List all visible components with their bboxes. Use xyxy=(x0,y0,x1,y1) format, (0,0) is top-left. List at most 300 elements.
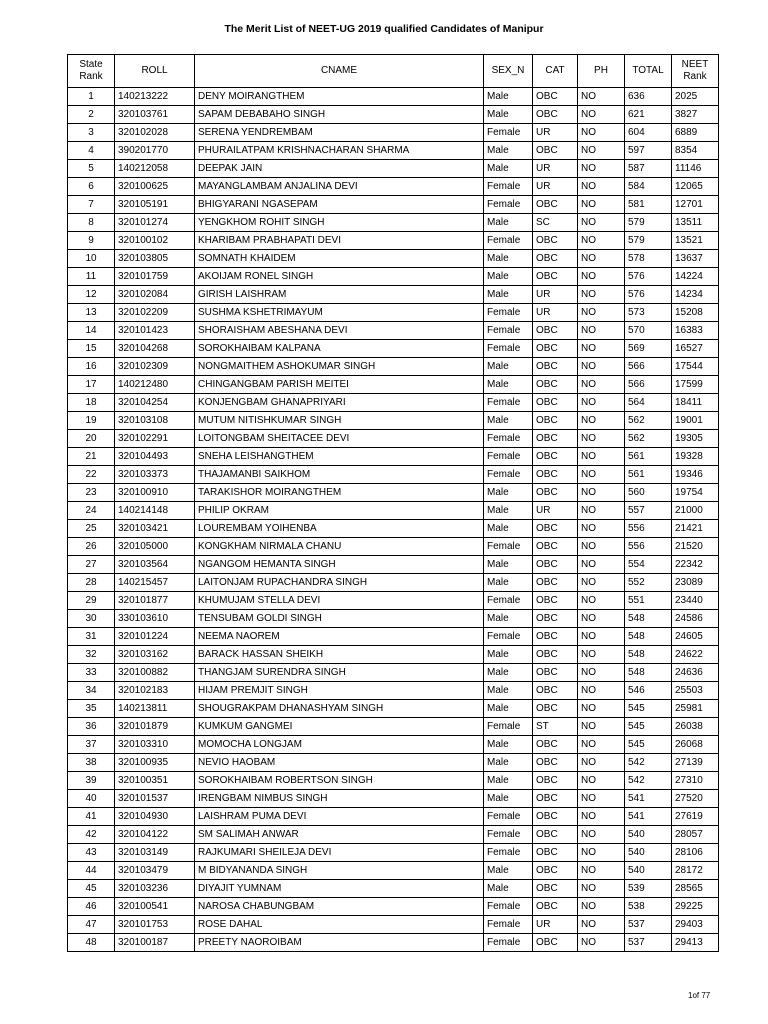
ph-cell: NO xyxy=(578,268,625,286)
roll-cell: 320101877 xyxy=(115,592,195,610)
neet-rank-cell: 26068 xyxy=(672,736,719,754)
cname-cell: KONJENGBAM GHANAPRIYARI xyxy=(195,394,484,412)
sex-cell: Male xyxy=(484,268,533,286)
ph-cell: NO xyxy=(578,664,625,682)
cat-cell: OBC xyxy=(533,484,578,502)
cat-cell: OBC xyxy=(533,610,578,628)
roll-cell: 320101753 xyxy=(115,916,195,934)
ph-cell: NO xyxy=(578,574,625,592)
sex-cell: Female xyxy=(484,844,533,862)
sex-cell: Male xyxy=(484,214,533,232)
ph-cell: NO xyxy=(578,592,625,610)
ph-cell: NO xyxy=(578,718,625,736)
neet-rank-cell: 21520 xyxy=(672,538,719,556)
ph-cell: NO xyxy=(578,682,625,700)
cat-cell: OBC xyxy=(533,682,578,700)
state-rank-cell: 7 xyxy=(68,196,115,214)
cat-cell: OBC xyxy=(533,754,578,772)
cat-cell: OBC xyxy=(533,664,578,682)
table-row xyxy=(68,880,719,898)
state-rank-cell: 5 xyxy=(68,160,115,178)
total-cell: 556 xyxy=(625,538,672,556)
state-rank-cell: 23 xyxy=(68,484,115,502)
cat-cell: OBC xyxy=(533,844,578,862)
sex-cell: Male xyxy=(484,574,533,592)
sex-cell: Female xyxy=(484,340,533,358)
table-header-row xyxy=(68,55,719,88)
table-row xyxy=(68,934,719,952)
ph-cell: NO xyxy=(578,448,625,466)
cat-cell: OBC xyxy=(533,556,578,574)
state-rank-cell: 27 xyxy=(68,556,115,574)
col-header-ph: PH xyxy=(578,55,625,88)
cat-cell: OBC xyxy=(533,934,578,952)
sex-cell: Female xyxy=(484,826,533,844)
cname-cell: NEVIO HAOBAM xyxy=(195,754,484,772)
total-cell: 579 xyxy=(625,214,672,232)
table-row xyxy=(68,628,719,646)
cat-cell: OBC xyxy=(533,412,578,430)
roll-cell: 320104493 xyxy=(115,448,195,466)
cat-cell: OBC xyxy=(533,880,578,898)
neet-rank-cell: 25981 xyxy=(672,700,719,718)
cat-cell: OBC xyxy=(533,232,578,250)
roll-cell: 320103421 xyxy=(115,520,195,538)
state-rank-cell: 12 xyxy=(68,286,115,304)
table-row xyxy=(68,646,719,664)
state-rank-cell: 40 xyxy=(68,790,115,808)
total-cell: 576 xyxy=(625,268,672,286)
total-cell: 561 xyxy=(625,466,672,484)
cname-cell: KHARIBAM PRABHAPATI DEVI xyxy=(195,232,484,250)
roll-cell: 320103310 xyxy=(115,736,195,754)
cname-cell: KUMKUM GANGMEI xyxy=(195,718,484,736)
sex-cell: Male xyxy=(484,376,533,394)
total-cell: 540 xyxy=(625,844,672,862)
col-header-state-rank: State Rank xyxy=(68,55,115,88)
table-row xyxy=(68,142,719,160)
state-rank-cell: 25 xyxy=(68,520,115,538)
sex-cell: Male xyxy=(484,700,533,718)
state-rank-cell: 15 xyxy=(68,340,115,358)
neet-rank-cell: 28106 xyxy=(672,844,719,862)
neet-rank-cell: 13521 xyxy=(672,232,719,250)
neet-rank-cell: 12701 xyxy=(672,196,719,214)
total-cell: 570 xyxy=(625,322,672,340)
sex-cell: Male xyxy=(484,736,533,754)
state-rank-cell: 46 xyxy=(68,898,115,916)
total-cell: 545 xyxy=(625,736,672,754)
cname-cell: IRENGBAM NIMBUS SINGH xyxy=(195,790,484,808)
cname-cell: DEEPAK JAIN xyxy=(195,160,484,178)
cat-cell: OBC xyxy=(533,898,578,916)
roll-cell: 320103108 xyxy=(115,412,195,430)
table-row xyxy=(68,250,719,268)
neet-rank-cell: 19754 xyxy=(672,484,719,502)
state-rank-cell: 29 xyxy=(68,592,115,610)
sex-cell: Female xyxy=(484,124,533,142)
ph-cell: NO xyxy=(578,214,625,232)
state-rank-cell: 34 xyxy=(68,682,115,700)
sex-cell: Female xyxy=(484,196,533,214)
cname-cell: M BIDYANANDA SINGH xyxy=(195,862,484,880)
cname-cell: RAJKUMARI SHEILEJA DEVI xyxy=(195,844,484,862)
cname-cell: THANGJAM SURENDRA SINGH xyxy=(195,664,484,682)
cat-cell: UR xyxy=(533,178,578,196)
roll-cell: 320105191 xyxy=(115,196,195,214)
cat-cell: UR xyxy=(533,286,578,304)
neet-rank-cell: 16527 xyxy=(672,340,719,358)
total-cell: 548 xyxy=(625,646,672,664)
roll-cell: 320103564 xyxy=(115,556,195,574)
sex-cell: Female xyxy=(484,178,533,196)
neet-rank-cell: 19328 xyxy=(672,448,719,466)
cname-cell: CHINGANGBAM PARISH MEITEI xyxy=(195,376,484,394)
roll-cell: 140214148 xyxy=(115,502,195,520)
roll-cell: 320101537 xyxy=(115,790,195,808)
sex-cell: Female xyxy=(484,394,533,412)
roll-cell: 320100625 xyxy=(115,178,195,196)
sex-cell: Male xyxy=(484,484,533,502)
neet-rank-cell: 28565 xyxy=(672,880,719,898)
roll-cell: 320101879 xyxy=(115,718,195,736)
state-rank-cell: 13 xyxy=(68,304,115,322)
roll-cell: 320103162 xyxy=(115,646,195,664)
cat-cell: UR xyxy=(533,502,578,520)
ph-cell: NO xyxy=(578,538,625,556)
merit-list-table xyxy=(67,54,719,952)
roll-cell: 320102291 xyxy=(115,430,195,448)
roll-cell: 140212058 xyxy=(115,160,195,178)
neet-rank-cell: 14234 xyxy=(672,286,719,304)
total-cell: 604 xyxy=(625,124,672,142)
state-rank-cell: 33 xyxy=(68,664,115,682)
ph-cell: NO xyxy=(578,700,625,718)
total-cell: 538 xyxy=(625,898,672,916)
sex-cell: Male xyxy=(484,772,533,790)
cname-cell: PHURAILATPAM KRISHNACHARAN SHARMA xyxy=(195,142,484,160)
roll-cell: 320100102 xyxy=(115,232,195,250)
page-title: The Merit List of NEET-UG 2019 qualified Candidates of Manipur xyxy=(224,23,544,35)
roll-cell: 320104254 xyxy=(115,394,195,412)
page-number: 1of 77 xyxy=(688,991,711,1000)
total-cell: 621 xyxy=(625,106,672,124)
total-cell: 546 xyxy=(625,682,672,700)
cname-cell: THAJAMANBI SAIKHOM xyxy=(195,466,484,484)
state-rank-cell: 44 xyxy=(68,862,115,880)
table-row xyxy=(68,304,719,322)
total-cell: 564 xyxy=(625,394,672,412)
roll-cell: 320100351 xyxy=(115,772,195,790)
state-rank-cell: 31 xyxy=(68,628,115,646)
ph-cell: NO xyxy=(578,88,625,106)
ph-cell: NO xyxy=(578,430,625,448)
cname-cell: SNEHA LEISHANGTHEM xyxy=(195,448,484,466)
table-row xyxy=(68,808,719,826)
cat-cell: OBC xyxy=(533,628,578,646)
sex-cell: Female xyxy=(484,898,533,916)
cat-cell: OBC xyxy=(533,430,578,448)
cname-cell: SUSHMA KSHETRIMAYUM xyxy=(195,304,484,322)
state-rank-cell: 28 xyxy=(68,574,115,592)
ph-cell: NO xyxy=(578,358,625,376)
col-header-roll: ROLL xyxy=(115,55,195,88)
cat-cell: OBC xyxy=(533,826,578,844)
state-rank-cell: 39 xyxy=(68,772,115,790)
neet-rank-cell: 21421 xyxy=(672,520,719,538)
table-row xyxy=(68,484,719,502)
state-rank-cell: 16 xyxy=(68,358,115,376)
state-rank-cell: 26 xyxy=(68,538,115,556)
roll-cell: 320100935 xyxy=(115,754,195,772)
sex-cell: Female xyxy=(484,592,533,610)
ph-cell: NO xyxy=(578,286,625,304)
total-cell: 560 xyxy=(625,484,672,502)
roll-cell: 320104930 xyxy=(115,808,195,826)
table-row xyxy=(68,502,719,520)
table-row xyxy=(68,160,719,178)
roll-cell: 390201770 xyxy=(115,142,195,160)
table-row xyxy=(68,214,719,232)
ph-cell: NO xyxy=(578,808,625,826)
roll-cell: 320101224 xyxy=(115,628,195,646)
roll-cell: 320104268 xyxy=(115,340,195,358)
neet-rank-cell: 15208 xyxy=(672,304,719,322)
table-row xyxy=(68,520,719,538)
total-cell: 557 xyxy=(625,502,672,520)
state-rank-cell: 45 xyxy=(68,880,115,898)
state-rank-cell: 14 xyxy=(68,322,115,340)
total-cell: 597 xyxy=(625,142,672,160)
sex-cell: Male xyxy=(484,664,533,682)
sex-cell: Male xyxy=(484,106,533,124)
neet-rank-cell: 27310 xyxy=(672,772,719,790)
state-rank-cell: 22 xyxy=(68,466,115,484)
cname-cell: SERENA YENDREMBAM xyxy=(195,124,484,142)
state-rank-cell: 37 xyxy=(68,736,115,754)
cname-cell: PHILIP OKRAM xyxy=(195,502,484,520)
table-row xyxy=(68,268,719,286)
table-row xyxy=(68,376,719,394)
neet-rank-cell: 24636 xyxy=(672,664,719,682)
roll-cell: 320103761 xyxy=(115,106,195,124)
neet-rank-cell: 13511 xyxy=(672,214,719,232)
total-cell: 542 xyxy=(625,754,672,772)
table-row xyxy=(68,106,719,124)
state-rank-cell: 10 xyxy=(68,250,115,268)
ph-cell: NO xyxy=(578,628,625,646)
neet-rank-cell: 19001 xyxy=(672,412,719,430)
table-row xyxy=(68,232,719,250)
roll-cell: 140213811 xyxy=(115,700,195,718)
cat-cell: OBC xyxy=(533,196,578,214)
roll-cell: 320102309 xyxy=(115,358,195,376)
cname-cell: AKOIJAM RONEL SINGH xyxy=(195,268,484,286)
cname-cell: LAISHRAM PUMA DEVI xyxy=(195,808,484,826)
sex-cell: Male xyxy=(484,142,533,160)
cat-cell: OBC xyxy=(533,358,578,376)
cname-cell: SOMNATH KHAIDEM xyxy=(195,250,484,268)
cat-cell: OBC xyxy=(533,520,578,538)
neet-rank-cell: 26038 xyxy=(672,718,719,736)
ph-cell: NO xyxy=(578,844,625,862)
total-cell: 539 xyxy=(625,880,672,898)
cname-cell: GIRISH LAISHRAM xyxy=(195,286,484,304)
neet-rank-cell: 8354 xyxy=(672,142,719,160)
state-rank-cell: 36 xyxy=(68,718,115,736)
cat-cell: UR xyxy=(533,124,578,142)
neet-rank-cell: 2025 xyxy=(672,88,719,106)
total-cell: 545 xyxy=(625,700,672,718)
sex-cell: Female xyxy=(484,448,533,466)
table-row xyxy=(68,124,719,142)
total-cell: 576 xyxy=(625,286,672,304)
ph-cell: NO xyxy=(578,304,625,322)
ph-cell: NO xyxy=(578,916,625,934)
cname-cell: BHIGYARANI NGASEPAM xyxy=(195,196,484,214)
ph-cell: NO xyxy=(578,160,625,178)
cname-cell: TARAKISHOR MOIRANGTHEM xyxy=(195,484,484,502)
cat-cell: OBC xyxy=(533,322,578,340)
total-cell: 556 xyxy=(625,520,672,538)
ph-cell: NO xyxy=(578,232,625,250)
state-rank-cell: 18 xyxy=(68,394,115,412)
cat-cell: ST xyxy=(533,718,578,736)
sex-cell: Male xyxy=(484,358,533,376)
col-header-total: TOTAL xyxy=(625,55,672,88)
table-row xyxy=(68,556,719,574)
table-row xyxy=(68,736,719,754)
total-cell: 566 xyxy=(625,358,672,376)
cname-cell: SHOUGRAKPAM DHANASHYAM SINGH xyxy=(195,700,484,718)
ph-cell: NO xyxy=(578,196,625,214)
state-rank-cell: 6 xyxy=(68,178,115,196)
cat-cell: OBC xyxy=(533,646,578,664)
total-cell: 581 xyxy=(625,196,672,214)
total-cell: 587 xyxy=(625,160,672,178)
cat-cell: OBC xyxy=(533,592,578,610)
cname-cell: MAYANGLAMBAM ANJALINA DEVI xyxy=(195,178,484,196)
cat-cell: OBC xyxy=(533,862,578,880)
col-header-sex: SEX_N xyxy=(484,55,533,88)
cname-cell: MUTUM NITISHKUMAR SINGH xyxy=(195,412,484,430)
table-row xyxy=(68,466,719,484)
ph-cell: NO xyxy=(578,934,625,952)
cat-cell: OBC xyxy=(533,466,578,484)
roll-cell: 140213222 xyxy=(115,88,195,106)
state-rank-cell: 2 xyxy=(68,106,115,124)
roll-cell: 320103236 xyxy=(115,880,195,898)
total-cell: 548 xyxy=(625,664,672,682)
ph-cell: NO xyxy=(578,862,625,880)
total-cell: 542 xyxy=(625,772,672,790)
total-cell: 545 xyxy=(625,718,672,736)
roll-cell: 320102209 xyxy=(115,304,195,322)
state-rank-cell: 47 xyxy=(68,916,115,934)
state-rank-cell: 1 xyxy=(68,88,115,106)
roll-cell: 140215457 xyxy=(115,574,195,592)
state-rank-cell: 4 xyxy=(68,142,115,160)
roll-cell: 320102084 xyxy=(115,286,195,304)
neet-rank-cell: 3827 xyxy=(672,106,719,124)
total-cell: 562 xyxy=(625,430,672,448)
total-cell: 578 xyxy=(625,250,672,268)
cname-cell: SOROKHAIBAM ROBERTSON SINGH xyxy=(195,772,484,790)
total-cell: 548 xyxy=(625,610,672,628)
cat-cell: OBC xyxy=(533,142,578,160)
neet-rank-cell: 6889 xyxy=(672,124,719,142)
sex-cell: Male xyxy=(484,250,533,268)
total-cell: 540 xyxy=(625,862,672,880)
total-cell: 548 xyxy=(625,628,672,646)
cat-cell: OBC xyxy=(533,268,578,286)
neet-rank-cell: 27520 xyxy=(672,790,719,808)
neet-rank-cell: 24586 xyxy=(672,610,719,628)
neet-rank-cell: 24622 xyxy=(672,646,719,664)
ph-cell: NO xyxy=(578,376,625,394)
table-row xyxy=(68,700,719,718)
sex-cell: Male xyxy=(484,520,533,538)
table-row xyxy=(68,862,719,880)
neet-rank-cell: 11146 xyxy=(672,160,719,178)
sex-cell: Male xyxy=(484,412,533,430)
ph-cell: NO xyxy=(578,556,625,574)
ph-cell: NO xyxy=(578,880,625,898)
cname-cell: KHUMUJAM STELLA DEVI xyxy=(195,592,484,610)
cat-cell: OBC xyxy=(533,394,578,412)
ph-cell: NO xyxy=(578,250,625,268)
cat-cell: OBC xyxy=(533,736,578,754)
neet-rank-cell: 18411 xyxy=(672,394,719,412)
sex-cell: Male xyxy=(484,754,533,772)
sex-cell: Male xyxy=(484,682,533,700)
table-row xyxy=(68,196,719,214)
cname-cell: NEEMA NAOREM xyxy=(195,628,484,646)
roll-cell: 320101423 xyxy=(115,322,195,340)
cat-cell: OBC xyxy=(533,376,578,394)
state-rank-cell: 43 xyxy=(68,844,115,862)
sex-cell: Male xyxy=(484,502,533,520)
sex-cell: Female xyxy=(484,538,533,556)
ph-cell: NO xyxy=(578,826,625,844)
state-rank-cell: 38 xyxy=(68,754,115,772)
table-row xyxy=(68,664,719,682)
total-cell: 569 xyxy=(625,340,672,358)
ph-cell: NO xyxy=(578,394,625,412)
neet-rank-cell: 19305 xyxy=(672,430,719,448)
cat-cell: OBC xyxy=(533,106,578,124)
ph-cell: NO xyxy=(578,412,625,430)
state-rank-cell: 35 xyxy=(68,700,115,718)
ph-cell: NO xyxy=(578,736,625,754)
cname-cell: TENSUBAM GOLDI SINGH xyxy=(195,610,484,628)
ph-cell: NO xyxy=(578,106,625,124)
roll-cell: 320104122 xyxy=(115,826,195,844)
cname-cell: LAITONJAM RUPACHANDRA SINGH xyxy=(195,574,484,592)
sex-cell: Female xyxy=(484,916,533,934)
table-body xyxy=(68,88,719,952)
roll-cell: 320105000 xyxy=(115,538,195,556)
roll-cell: 330103610 xyxy=(115,610,195,628)
state-rank-cell: 20 xyxy=(68,430,115,448)
cat-cell: OBC xyxy=(533,448,578,466)
sex-cell: Male xyxy=(484,790,533,808)
roll-cell: 320103479 xyxy=(115,862,195,880)
table-row xyxy=(68,430,719,448)
cname-cell: MOMOCHA LONGJAM xyxy=(195,736,484,754)
neet-rank-cell: 29225 xyxy=(672,898,719,916)
table-row xyxy=(68,538,719,556)
